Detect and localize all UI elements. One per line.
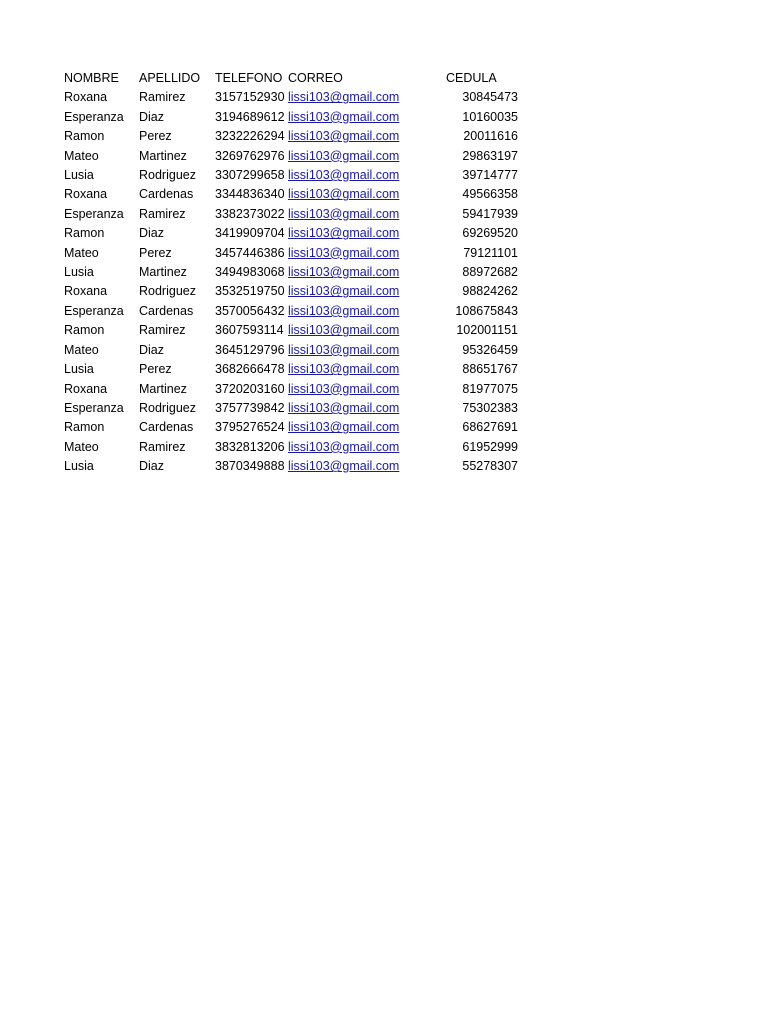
cell-cedula: 59417939 bbox=[462, 206, 518, 221]
table-row bbox=[64, 282, 518, 301]
cell-telefono: 3232226294 bbox=[215, 129, 285, 144]
cell-apellido: Perez bbox=[139, 129, 172, 144]
cell-telefono: 3570056432 bbox=[215, 303, 285, 318]
cell-apellido: Cardenas bbox=[139, 303, 194, 318]
email-link[interactable]: lissi103@gmail.com bbox=[288, 400, 400, 415]
email-link[interactable]: lissi103@gmail.com bbox=[288, 168, 400, 183]
email-link[interactable]: lissi103@gmail.com bbox=[288, 420, 400, 435]
cell-cedula: 108675843 bbox=[455, 303, 518, 318]
table-row bbox=[64, 360, 518, 379]
cell-apellido: Diaz bbox=[139, 109, 165, 124]
cell-apellido: Rodriguez bbox=[139, 400, 196, 415]
cell-telefono: 3157152930 bbox=[215, 90, 285, 105]
cell-cedula: 69269520 bbox=[462, 226, 518, 241]
email-link[interactable]: lissi103@gmail.com bbox=[288, 129, 400, 144]
cell-apellido: Martinez bbox=[139, 265, 187, 280]
table-row bbox=[64, 108, 518, 127]
cell-telefono: 3720203160 bbox=[215, 381, 285, 396]
cell-correo bbox=[288, 263, 446, 282]
cell-telefono: 3269762976 bbox=[215, 148, 285, 163]
email-link[interactable]: lissi103@gmail.com bbox=[288, 459, 400, 474]
cell-apellido: Ramirez bbox=[139, 323, 186, 338]
cell-apellido: Rodriguez bbox=[139, 168, 196, 183]
cell-correo bbox=[288, 185, 446, 204]
cell-apellido: Martinez bbox=[139, 148, 187, 163]
cell-nombre: Ramon bbox=[64, 323, 105, 338]
email-link[interactable]: lissi103@gmail.com bbox=[288, 187, 400, 202]
table-row bbox=[64, 457, 518, 476]
cell-apellido: Rodriguez bbox=[139, 284, 196, 299]
cell-cedula: 30845473 bbox=[462, 90, 518, 105]
email-link[interactable]: lissi103@gmail.com bbox=[288, 381, 400, 396]
cell-cedula: 20011616 bbox=[463, 129, 518, 144]
table-row bbox=[64, 166, 518, 185]
table-row bbox=[64, 205, 518, 224]
email-link[interactable]: lissi103@gmail.com bbox=[288, 109, 400, 124]
table-row bbox=[64, 438, 518, 457]
cell-apellido: Martinez bbox=[139, 381, 187, 396]
cell-cedula: 81977075 bbox=[462, 381, 518, 396]
cell-telefono: 3870349888 bbox=[215, 459, 285, 474]
cell-nombre: Roxana bbox=[64, 284, 108, 299]
email-link[interactable]: lissi103@gmail.com bbox=[288, 342, 400, 357]
cell-apellido: Diaz bbox=[139, 226, 165, 241]
cell-telefono: 3494983068 bbox=[215, 265, 285, 280]
cell-correo bbox=[288, 418, 446, 437]
cell-telefono: 3382373022 bbox=[215, 206, 285, 221]
cell-nombre: Esperanza bbox=[64, 109, 124, 124]
cell-apellido: Diaz bbox=[139, 459, 165, 474]
cell-correo bbox=[288, 244, 446, 263]
cell-apellido: Cardenas bbox=[139, 420, 194, 435]
cell-nombre: Mateo bbox=[64, 148, 99, 163]
header-telefono: TELEFONO bbox=[215, 71, 283, 85]
cell-telefono: 3307299658 bbox=[215, 168, 285, 183]
cell-correo bbox=[288, 282, 446, 301]
cell-telefono: 3757739842 bbox=[215, 400, 285, 415]
cell-correo bbox=[288, 127, 446, 146]
cell-telefono: 3419909704 bbox=[215, 226, 285, 241]
cell-telefono: 3682666478 bbox=[215, 362, 285, 377]
cell-cedula: 102001151 bbox=[456, 323, 518, 338]
cell-cedula: 61952999 bbox=[462, 439, 518, 454]
contacts-table bbox=[64, 69, 518, 477]
cell-nombre: Roxana bbox=[64, 187, 108, 202]
table-row bbox=[64, 263, 518, 282]
table-row bbox=[64, 185, 518, 204]
email-link[interactable]: lissi103@gmail.com bbox=[288, 323, 400, 338]
cell-correo bbox=[288, 321, 446, 340]
cell-cedula: 68627691 bbox=[462, 420, 518, 435]
email-link[interactable]: lissi103@gmail.com bbox=[288, 439, 400, 454]
email-link[interactable]: lissi103@gmail.com bbox=[288, 303, 400, 318]
cell-correo bbox=[288, 438, 446, 457]
cell-telefono: 3795276524 bbox=[215, 420, 285, 435]
cell-cedula: 95326459 bbox=[462, 342, 518, 357]
cell-nombre: Roxana bbox=[64, 381, 108, 396]
cell-nombre: Ramon bbox=[64, 129, 105, 144]
table-row bbox=[64, 399, 518, 418]
header-cedula: CEDULA bbox=[446, 71, 497, 85]
cell-cedula: 88972682 bbox=[462, 265, 518, 280]
table-row bbox=[64, 380, 518, 399]
cell-apellido: Diaz bbox=[139, 342, 165, 357]
cell-correo bbox=[288, 341, 446, 360]
cell-correo bbox=[288, 108, 446, 127]
cell-correo bbox=[288, 147, 446, 166]
table-row bbox=[64, 341, 518, 360]
header-correo: CORREO bbox=[288, 71, 343, 85]
email-link[interactable]: lissi103@gmail.com bbox=[288, 148, 400, 163]
cell-nombre: Lusia bbox=[64, 459, 94, 474]
cell-nombre: Roxana bbox=[64, 90, 108, 105]
cell-nombre: Ramon bbox=[64, 420, 105, 435]
cell-cedula: 49566358 bbox=[462, 187, 518, 202]
cell-nombre: Mateo bbox=[64, 342, 99, 357]
email-link[interactable]: lissi103@gmail.com bbox=[288, 90, 400, 105]
cell-nombre: Lusia bbox=[64, 168, 94, 183]
cell-telefono: 3344836340 bbox=[215, 187, 285, 202]
cell-telefono: 3532519750 bbox=[215, 284, 285, 299]
cell-correo bbox=[288, 166, 446, 185]
table-row bbox=[64, 302, 518, 321]
table-body bbox=[64, 88, 518, 476]
cell-apellido: Ramirez bbox=[139, 90, 186, 105]
cell-apellido: Ramirez bbox=[139, 206, 186, 221]
cell-apellido: Cardenas bbox=[139, 187, 194, 202]
email-link[interactable]: lissi103@gmail.com bbox=[288, 226, 400, 241]
cell-correo bbox=[288, 205, 446, 224]
cell-nombre: Esperanza bbox=[64, 303, 124, 318]
cell-nombre: Lusia bbox=[64, 265, 94, 280]
cell-correo bbox=[288, 224, 446, 243]
table-row bbox=[64, 127, 518, 146]
cell-nombre: Lusia bbox=[64, 362, 94, 377]
cell-telefono: 3607593114 bbox=[215, 323, 284, 338]
cell-cedula: 10160035 bbox=[462, 109, 518, 124]
email-link[interactable]: lissi103@gmail.com bbox=[288, 206, 400, 221]
cell-correo bbox=[288, 399, 446, 418]
cell-cedula: 39714777 bbox=[462, 168, 518, 183]
table-row bbox=[64, 147, 518, 166]
cell-nombre: Mateo bbox=[64, 245, 99, 260]
cell-cedula: 75302383 bbox=[462, 400, 518, 415]
cell-apellido: Perez bbox=[139, 362, 172, 377]
cell-apellido: Perez bbox=[139, 245, 172, 260]
cell-telefono: 3645129796 bbox=[215, 342, 285, 357]
table-row bbox=[64, 244, 518, 263]
cell-cedula: 29863197 bbox=[462, 148, 518, 163]
header-apellido: APELLIDO bbox=[139, 71, 201, 85]
cell-cedula: 55278307 bbox=[462, 459, 518, 474]
cell-correo bbox=[288, 380, 446, 399]
cell-correo bbox=[288, 302, 446, 321]
table-row bbox=[64, 88, 518, 107]
cell-correo bbox=[288, 360, 446, 379]
email-link[interactable]: lissi103@gmail.com bbox=[288, 362, 400, 377]
cell-nombre: Mateo bbox=[64, 439, 99, 454]
header-nombre: NOMBRE bbox=[64, 71, 119, 85]
cell-nombre: Esperanza bbox=[64, 206, 124, 221]
cell-telefono: 3832813206 bbox=[215, 439, 285, 454]
header-row bbox=[64, 69, 518, 88]
cell-apellido: Ramirez bbox=[139, 439, 186, 454]
cell-correo bbox=[288, 457, 446, 476]
cell-cedula: 79121101 bbox=[463, 245, 518, 260]
cell-nombre: Ramon bbox=[64, 226, 105, 241]
cell-cedula: 98824262 bbox=[462, 284, 518, 299]
cell-correo bbox=[288, 88, 446, 107]
table-row bbox=[64, 224, 518, 243]
email-link[interactable]: lissi103@gmail.com bbox=[288, 284, 400, 299]
cell-telefono: 3194689612 bbox=[215, 109, 285, 124]
cell-telefono: 3457446386 bbox=[215, 245, 285, 260]
cell-nombre: Esperanza bbox=[64, 400, 124, 415]
table-row bbox=[64, 321, 518, 340]
cell-cedula: 88651767 bbox=[462, 362, 518, 377]
table-row bbox=[64, 418, 518, 437]
email-link[interactable]: lissi103@gmail.com bbox=[288, 245, 400, 260]
email-link[interactable]: lissi103@gmail.com bbox=[288, 265, 400, 280]
